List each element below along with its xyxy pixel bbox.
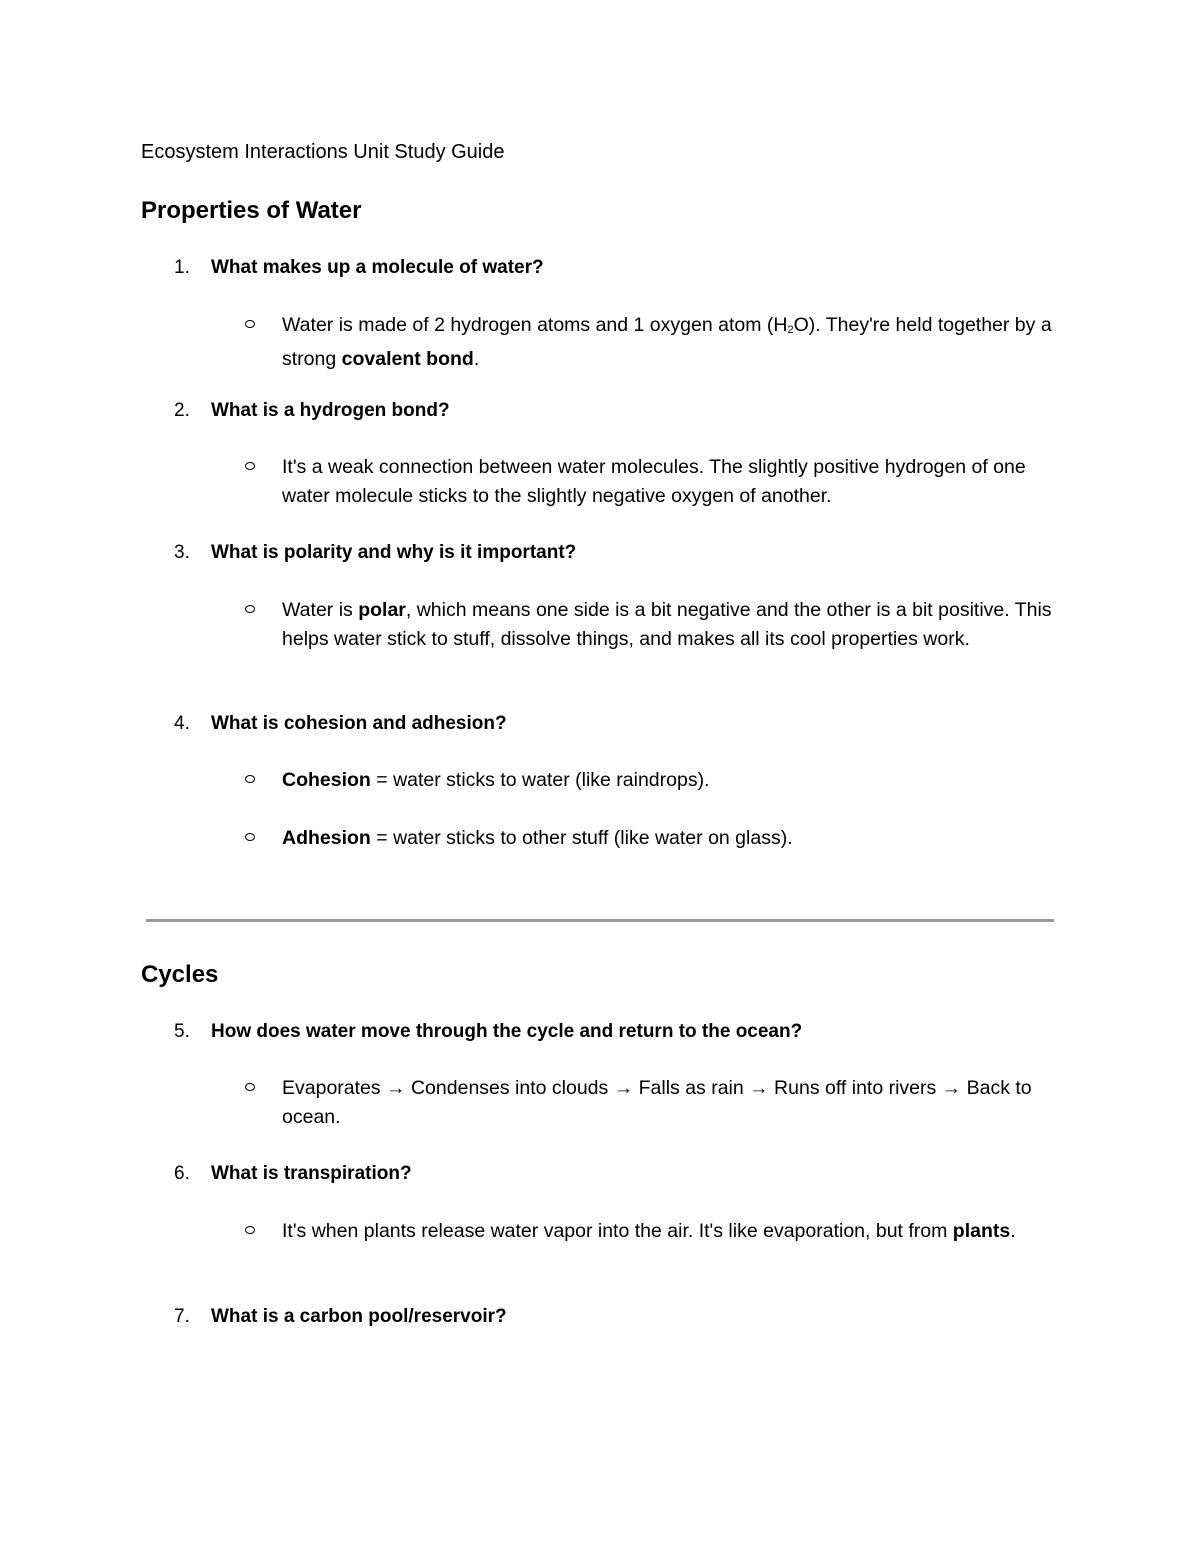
hollow-bullet-icon (245, 320, 255, 328)
question-text: What is a carbon pool/reservoir? (211, 1306, 507, 1327)
document-title: Ecosystem Interactions Unit Study Guide (141, 141, 505, 163)
hollow-bullet-icon (245, 1083, 255, 1091)
question-number: 1. (174, 257, 190, 278)
answer-text: It's a weak connection between water molecules. The slightly positive hydrogen of one water molecule sticks to the slightly negative oxygen of another. (282, 456, 1026, 507)
question-number: 6. (174, 1163, 190, 1184)
section-heading-cycles: Cycles (141, 961, 219, 988)
question-text: What makes up a molecule of water? (211, 257, 544, 278)
answer-text: Evaporates → Condenses into clouds → Falls as rain → Runs off into rivers → Back to ocean. (282, 1077, 1032, 1128)
hollow-bullet-icon (245, 775, 255, 783)
question-text: How does water move through the cycle and return to the ocean? (211, 1021, 803, 1042)
horizontal-divider (146, 919, 1054, 922)
question-number: 4. (174, 713, 190, 734)
question-number: 7. (174, 1306, 190, 1327)
question-text: What is transpiration? (211, 1163, 412, 1184)
section-heading-properties-of-water: Properties of Water (141, 197, 362, 224)
question-text: What is cohesion and adhesion? (211, 713, 507, 734)
answer-text: Adhesion = water sticks to other stuff (like water on glass). (282, 827, 793, 849)
answer-text: Cohesion = water sticks to water (like raindrops). (282, 769, 710, 791)
answer-text: Water is polar, which means one side is a bit negative and the other is a bit positive. This helps water stick to stuff, dissolve things, and makes all its cool properties work. (282, 599, 1052, 650)
question-text: What is polarity and why is it important? (211, 542, 577, 563)
answer-text: It's when plants release water vapor into the air. It's like evaporation, but from plants. (282, 1220, 1016, 1242)
hollow-bullet-icon (245, 1226, 255, 1234)
question-text: What is a hydrogen bond? (211, 400, 450, 421)
hollow-bullet-icon (245, 605, 255, 613)
answer-text: Water is made of 2 hydrogen atoms and 1 oxygen atom $(H_2O)$. They're held together by a strong covalent bond. (282, 314, 1052, 370)
hollow-bullet-icon (245, 833, 255, 841)
question-number: 5. (174, 1021, 190, 1042)
hollow-bullet-icon (245, 462, 255, 470)
question-number: 3. (174, 542, 190, 563)
question-number: 2. (174, 400, 190, 421)
